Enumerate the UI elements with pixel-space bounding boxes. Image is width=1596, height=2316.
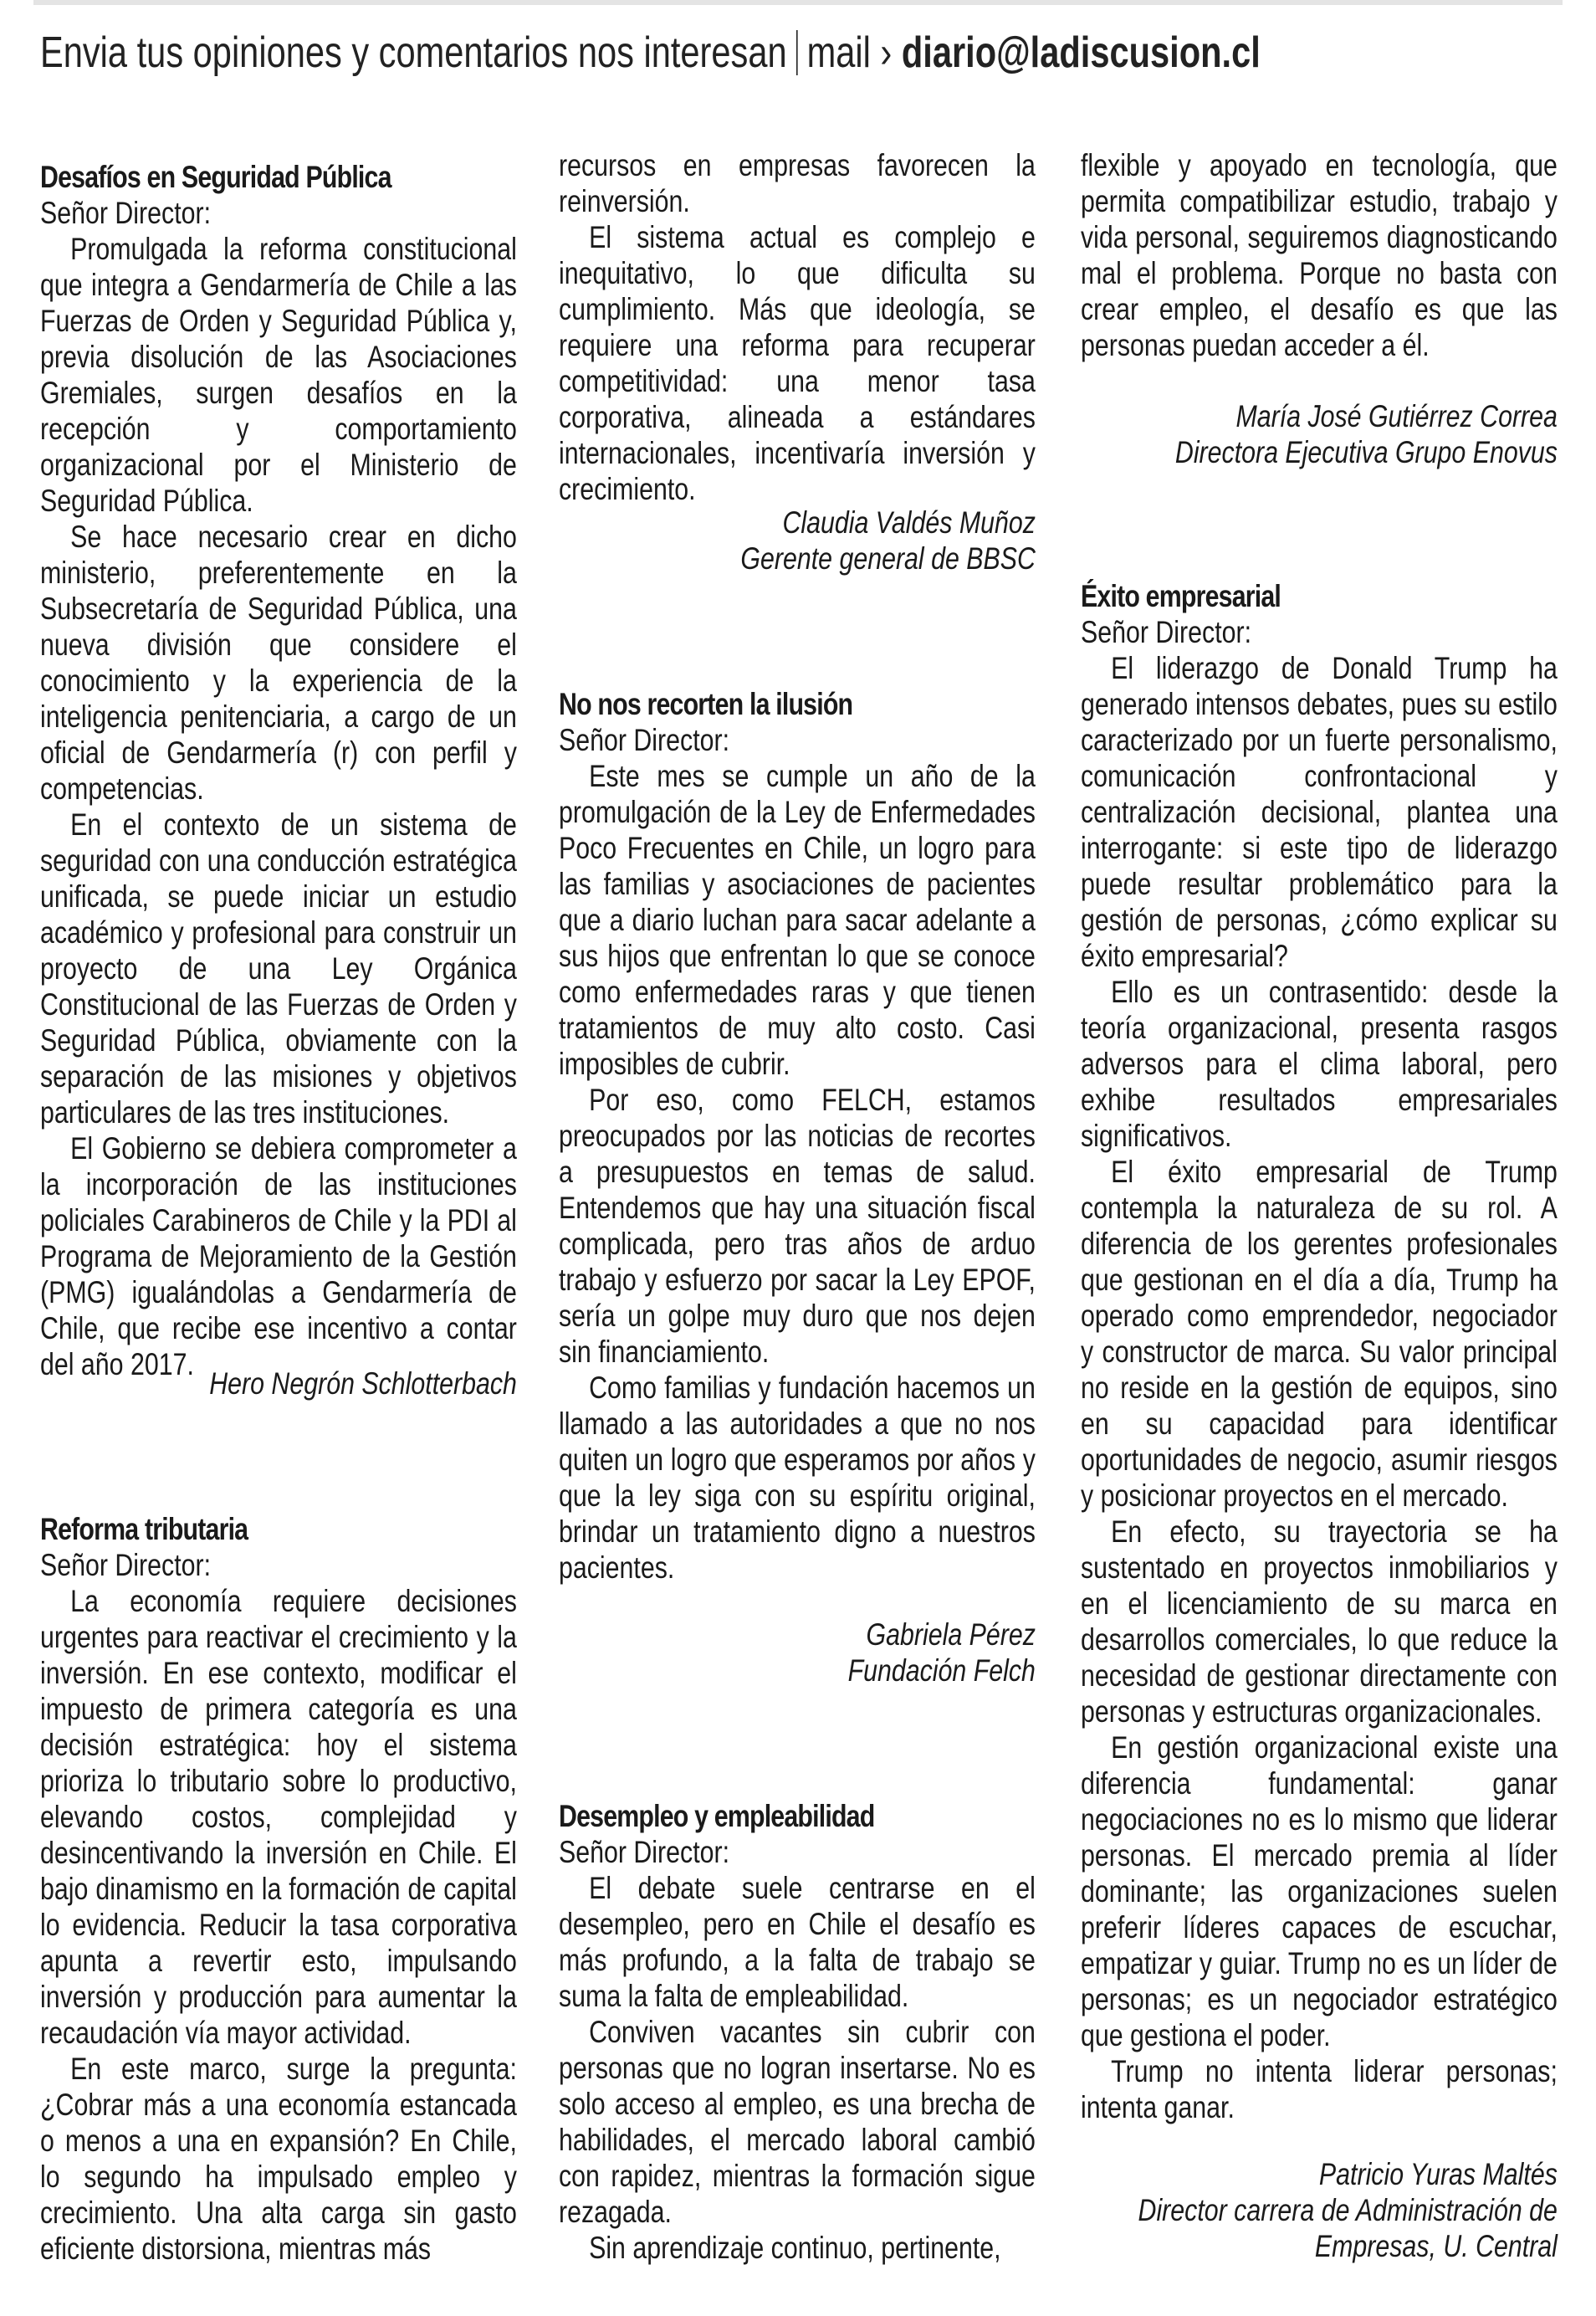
letter-seguridad bbox=[40, 159, 517, 1382]
paragraph: flexible y apoyado en tecnología, que permita compatibilizar estudio, trabajo y vida personal, seguiremos diagnosticando mal el problema. Porque no basta con crear empleo, el desafío es que las personas puedan acceder a él. bbox=[1081, 148, 1558, 362]
header-divider bbox=[796, 30, 798, 75]
paragraph: El éxito empresarial de Trump contempla la naturaleza de su rol. A diferencia de los gerentes profesionales que gestionan en el día a día, Trump ha operado como emprendedor, negociador y constructor de marca. Su valor principal no reside en la gestión de equipos, sino en su capacidad para identificar oportunidades de negocio, asumir riesgos y posicionar proyectos en el mercado. bbox=[1081, 1155, 1558, 1513]
letter-ilusion bbox=[559, 686, 1036, 1586]
signature-name: Patricio Yuras Maltés bbox=[1318, 2157, 1558, 2191]
letter-desempleo-continued bbox=[1081, 147, 1558, 363]
signature-name: Gabriela Pérez bbox=[866, 1617, 1036, 1652]
signature-name: María José Gutiérrez Correa bbox=[1235, 399, 1558, 433]
email-link[interactable]: diario@ladiscusion.cl bbox=[901, 28, 1261, 77]
signature-name: Claudia Valdés Muñoz bbox=[782, 505, 1036, 540]
letter-title: Éxito empresarial bbox=[1081, 579, 1281, 613]
salutation: Señor Director: bbox=[40, 1548, 212, 1582]
paragraph: Sin aprendizaje continuo, pertinente, bbox=[589, 2231, 1001, 2265]
signature bbox=[40, 1366, 517, 1401]
salutation: Señor Director: bbox=[1081, 615, 1252, 649]
signature bbox=[1081, 2156, 1558, 2264]
signature-title: Gerente general de BBSC bbox=[740, 541, 1036, 576]
letter-title: Desafíos en Seguridad Pública bbox=[40, 160, 391, 194]
salutation: Señor Director: bbox=[40, 196, 212, 230]
paragraph: Conviven vacantes sin cubrir con personas que no logran insertarse. No es solo acceso al empleo, es una brecha de habilidades, el mercado laboral cambió con rapidez, mientras la formación sigue rezagada. bbox=[559, 2015, 1036, 2229]
paragraph: El liderazgo de Donald Trump ha generado intensos debates, pues su estilo caracterizado por un fuerte personalismo, comunicación confrontacional y centralización decisional, plantea una interrogante: si este tipo de liderazgo puede resultar problemático para la gestión de personas, ¿cómo explicar su éxito empresarial? bbox=[1081, 651, 1558, 973]
paragraph: El debate suele centrarse en el desempleo, pero en Chile el desafío es más profundo, a la falta de trabajo se suma la falta de empleabilidad. bbox=[559, 1871, 1036, 2013]
letter-reforma-continued bbox=[559, 147, 1036, 507]
paragraph: Este mes se cumple un año de la promulgación de la Ley de Enfermedades Poco Frecuentes en Chile, un logro para las familias y asociaciones de pacientes que a diario luchan para sacar adelante a sus hijos que enfrentan lo que se conoce como enfermedades raras y que tienen tratamientos de muy alto costo. Casi imposibles de cubrir. bbox=[559, 759, 1036, 1081]
signature bbox=[559, 1617, 1036, 1688]
paragraph: En este marco, surge la pregunta: ¿Cobrar más a una economía estancada o menos a una en expansión? En Chile, lo segundo ha impulsado empleo y crecimiento. Una alta carga sin gasto eficiente distorsiona, mientras más bbox=[40, 2052, 517, 2266]
paragraph: Se hace necesario crear en dicho ministerio, preferentemente en la Subsecretaría de Seguridad Pública, una nueva división que considere el conocimiento y la experiencia de la inteligencia penitenciaria, a cargo de un oficial de Gendarmería (r) con perfil y competencias. bbox=[40, 520, 517, 806]
paragraph: En efecto, su trayectoria se ha sustentado en proyectos inmobiliarios y en el licenciamiento de su marca en desarrollos comerciales, lo que reduce la necesidad de gestionar directamente con personas y estructuras organizacionales. bbox=[1081, 1514, 1558, 1729]
paragraph: Promulgada la reforma constitucional que integra a Gendarmería de Chile a las Fuerzas de Orden y Seguridad Pública y, previa disolución de las Asociaciones Gremiales, surgen desafíos en la recepción y comportamiento organizacional por el Ministerio de Seguridad Pública. bbox=[40, 232, 517, 518]
mail-label: mail › bbox=[806, 28, 893, 77]
paragraph: El sistema actual es complejo e inequitativo, lo que dificulta su cumplimiento. Más que ideología, se requiere una reforma para recuperar competitividad: una menor tasa corporativa, alineada a estándares internacionales, incentivaría inversión y crecimiento. bbox=[559, 220, 1036, 506]
letter-title: No nos recorten la ilusión bbox=[559, 687, 853, 721]
top-rule bbox=[33, 0, 1563, 5]
letter-title: Reforma tributaria bbox=[40, 1512, 248, 1546]
signature-title: Directora Ejecutiva Grupo Enovus bbox=[1174, 435, 1558, 469]
signature bbox=[559, 505, 1036, 576]
paragraph: El Gobierno se debiera comprometer a la incorporación de las instituciones policiales Carabineros de Chile y la PDI al Programa de Mejoramiento de la Gestión (PMG) igualándolas a Gendarmería de Chile, que recibe ese incentivo a contar del año 2017. bbox=[40, 1131, 517, 1381]
header-text: Envia tus opiniones y comentarios nos interesan bbox=[40, 28, 787, 77]
signature bbox=[1081, 398, 1558, 470]
paragraph: Como familias y fundación hacemos un llamado a las autoridades a que no nos quiten un logro que esperamos por años y que la ley siga con su espíritu original, brindar un tratamiento digno a nuestros pacientes. bbox=[559, 1371, 1036, 1585]
page-header bbox=[40, 25, 1261, 80]
letter-reforma bbox=[40, 1511, 517, 2267]
letter-desempleo bbox=[559, 1798, 1036, 2266]
paragraph: Ello es un contrasentido: desde la teoría organizacional, presenta rasgos adversos para el clima laboral, pero exhibe resultados empresariales significativos. bbox=[1081, 975, 1558, 1153]
salutation: Señor Director: bbox=[559, 723, 730, 757]
paragraph: recursos en empresas favorecen la reinversión. bbox=[559, 148, 1036, 218]
letter-exito bbox=[1081, 578, 1558, 2125]
paragraph: En gestión organizacional existe una diferencia fundamental: ganar negociaciones no es lo mismo que liderar personas. El mercado premia al líder dominante; las organizaciones suelen preferir líderes capaces de escuchar, empatizar y guiar. Trump no es un líder de personas; es un negociador estratégico que gestiona el poder. bbox=[1081, 1730, 1558, 2052]
salutation: Señor Director: bbox=[559, 1835, 730, 1869]
signature-name: Hero Negrón Schlotterbach bbox=[209, 1366, 517, 1401]
signature-title: Director carrera de Administración de Empresas, U. Central bbox=[1138, 2193, 1558, 2263]
paragraph: Por eso, como FELCH, estamos preocupados por las noticias de recortes a presupuestos en temas de salud. Entendemos que hay una situación fiscal complicada, pero tras años de arduo trabajo y esfuerzo por sacar la Ley EPOF, sería un golpe muy duro que nos dejen sin financiamiento. bbox=[559, 1083, 1036, 1369]
paragraph: Trump no intenta liderar personas; intenta ganar. bbox=[1081, 2054, 1558, 2124]
paragraph: La economía requiere decisiones urgentes para reactivar el crecimiento y la inversión. En ese contexto, modificar el impuesto de primera categoría es una decisión estratégica: hoy el sistema prioriza lo tributario sobre lo productivo, elevando costos, complejidad y desincentivando la inversión en Chile. El bajo dinamismo en la formación de capital lo evidencia. Reducir la tasa corporativa apunta a revertir esto, impulsando inversión y producción para aumentar la recaudación vía mayor actividad. bbox=[40, 1584, 517, 2050]
paragraph: En el contexto de un sistema de seguridad con una conducción estratégica unificada, se puede iniciar un estudio académico y profesional para construir un proyecto de una Ley Orgánica Constitucional de las Fuerzas de Orden y Seguridad Pública, obviamente con la separación de las misiones y objetivos particulares de las tres instituciones. bbox=[40, 807, 517, 1130]
letter-title: Desempleo y empleabilidad bbox=[559, 1799, 875, 1833]
signature-title: Fundación Felch bbox=[847, 1653, 1036, 1688]
